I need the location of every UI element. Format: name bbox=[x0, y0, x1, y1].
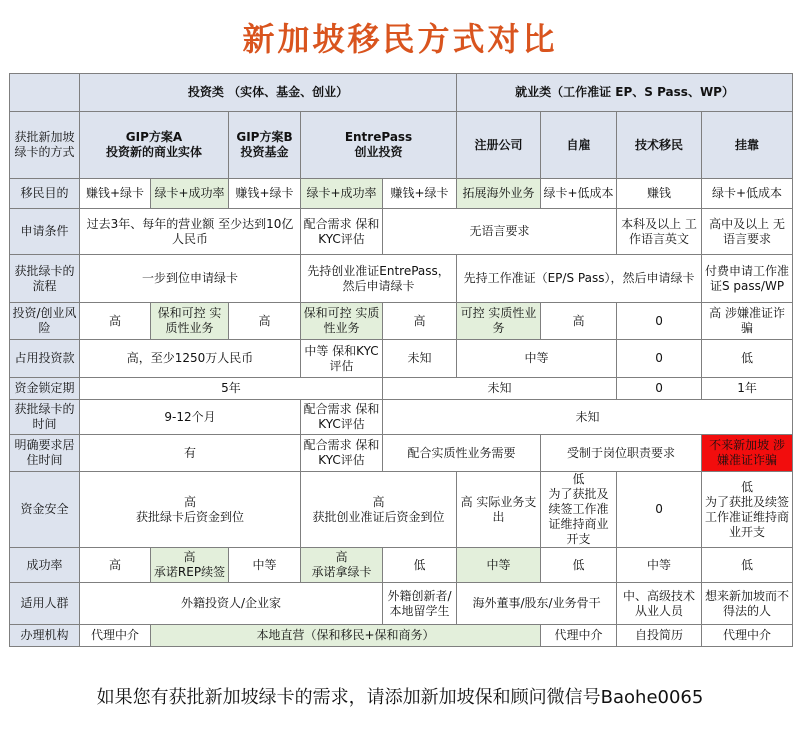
table-cell: 绿卡+成功率 bbox=[301, 179, 383, 209]
table-cell: 高 承诺REP续签 bbox=[151, 548, 229, 583]
column-header-row bbox=[10, 112, 793, 179]
audience-row bbox=[10, 583, 793, 625]
process-row bbox=[10, 255, 793, 303]
table-cell: 代理中介 bbox=[541, 625, 617, 647]
table-cell: 绿卡+低成本 bbox=[541, 179, 617, 209]
row-label: 成功率 bbox=[10, 548, 80, 583]
table-cell: 0 bbox=[617, 472, 702, 548]
table-cell: 受制于岗位职责要求 bbox=[541, 435, 702, 472]
table-cell: 高 获批创业准证后资金到位 bbox=[301, 472, 457, 548]
entrepass-header: EntrePass 创业投资 bbox=[301, 112, 457, 179]
table-cell: 高 涉嫌准证诈骗 bbox=[702, 303, 793, 340]
table-cell: 高 实际业务支出 bbox=[457, 472, 541, 548]
tech-migrant-header: 技术移民 bbox=[617, 112, 702, 179]
success-row bbox=[10, 548, 793, 583]
table-cell: 配合实质性业务需要 bbox=[383, 435, 541, 472]
row-label: 获批新加坡绿卡的方式 bbox=[10, 112, 80, 179]
table-cell: 高 获批绿卡后资金到位 bbox=[80, 472, 301, 548]
table-cell: 绿卡+低成本 bbox=[702, 179, 793, 209]
row-label: 资金安全 bbox=[10, 472, 80, 548]
table-cell: 高 bbox=[80, 548, 151, 583]
row-label: 明确要求居住时间 bbox=[10, 435, 80, 472]
table-cell: 中等 bbox=[617, 548, 702, 583]
warning-cell: 不来新加坡 涉嫌准证诈骗 bbox=[702, 435, 793, 472]
table-cell: 可控 实质性业务 bbox=[457, 303, 541, 340]
row-label: 移民目的 bbox=[10, 179, 80, 209]
table-cell: 低 bbox=[702, 340, 793, 378]
time-row bbox=[10, 400, 793, 435]
table-cell: 低 bbox=[541, 548, 617, 583]
table-cell: 5年 bbox=[80, 378, 383, 400]
gip-a-header: GIP方案A 投资新的商业实体 bbox=[80, 112, 229, 179]
table-cell: 未知 bbox=[383, 378, 617, 400]
register-company-header: 注册公司 bbox=[457, 112, 541, 179]
safety-row bbox=[10, 472, 793, 548]
table-cell: 赚钱+绿卡 bbox=[383, 179, 457, 209]
row-label: 获批绿卡的时间 bbox=[10, 400, 80, 435]
table-cell: 想来新加坡而不得法的人 bbox=[702, 583, 793, 625]
table-cell: 1年 bbox=[702, 378, 793, 400]
table-cell: 高 bbox=[80, 303, 151, 340]
purpose-row bbox=[10, 179, 793, 209]
table-cell: 有 bbox=[80, 435, 301, 472]
table-cell: 9-12个月 bbox=[80, 400, 301, 435]
table-cell: 高 bbox=[229, 303, 301, 340]
table-cell: 低 为了获批及续签工作准证维持商业开支 bbox=[702, 472, 793, 548]
table-cell: 高 bbox=[541, 303, 617, 340]
table-cell: 中、高级技术从业人员 bbox=[617, 583, 702, 625]
row-label: 办理机构 bbox=[10, 625, 80, 647]
table-cell: 保和可控 实质性业务 bbox=[151, 303, 229, 340]
table-cell: 0 bbox=[617, 340, 702, 378]
lock-row bbox=[10, 378, 793, 400]
table-cell: 代理中介 bbox=[80, 625, 151, 647]
category-header-row bbox=[10, 74, 793, 112]
table-cell: 赚钱+绿卡 bbox=[80, 179, 151, 209]
row-label: 占用投资款 bbox=[10, 340, 80, 378]
conditions-row bbox=[10, 209, 793, 255]
table-cell: 配合需求 保和KYC评估 bbox=[301, 435, 383, 472]
row-label: 资金锁定期 bbox=[10, 378, 80, 400]
table-cell: 自投简历 bbox=[617, 625, 702, 647]
residence-row bbox=[10, 435, 793, 472]
funds-row bbox=[10, 340, 793, 378]
table-cell: 先持工作准证（EP/S Pass），然后申请绿卡 bbox=[457, 255, 702, 303]
table-cell: 中等 bbox=[457, 340, 617, 378]
table-cell: 中等 bbox=[229, 548, 301, 583]
table-cell: 外籍创新者/本地留学生 bbox=[383, 583, 457, 625]
table-cell: 高 bbox=[383, 303, 457, 340]
table-cell: 0 bbox=[617, 378, 702, 400]
row-label: 获批绿卡的流程 bbox=[10, 255, 80, 303]
table-cell: 未知 bbox=[383, 340, 457, 378]
table-cell: 中等 保和KYC评估 bbox=[301, 340, 383, 378]
footer-note: 如果您有获批新加坡绿卡的需求，请添加新加坡保和顾问微信号Baohe0065 bbox=[96, 687, 704, 708]
gip-b-header: GIP方案B 投资基金 bbox=[229, 112, 301, 179]
table-cell: 低 bbox=[383, 548, 457, 583]
table-cell: 未知 bbox=[383, 400, 793, 435]
table-cell: 付费申请工作准证S pass/WP bbox=[702, 255, 793, 303]
table-cell: 中等 bbox=[457, 548, 541, 583]
investment-header: 投资类 （实体、基金、创业） bbox=[80, 74, 457, 112]
table-cell: 拓展海外业务 bbox=[457, 179, 541, 209]
table-cell: 赚钱+绿卡 bbox=[229, 179, 301, 209]
table-cell: 高 承诺拿绿卡 bbox=[301, 548, 383, 583]
table-cell: 过去3年、每年的营业额 至少达到10亿人民币 bbox=[80, 209, 301, 255]
comparison-table bbox=[9, 73, 793, 647]
risk-row bbox=[10, 303, 793, 340]
corner-cell bbox=[10, 74, 80, 112]
page-title: 新加坡移民方式对比 bbox=[242, 20, 558, 58]
affiliation-header: 挂靠 bbox=[702, 112, 793, 179]
table-cell: 赚钱 bbox=[617, 179, 702, 209]
table-cell: 先持创业准证EntrePass，然后申请绿卡 bbox=[301, 255, 457, 303]
table-cell: 高，至少1250万人民币 bbox=[80, 340, 301, 378]
table-cell: 低 为了获批及续签工作准证维持商业开支 bbox=[541, 472, 617, 548]
table-cell: 一步到位申请绿卡 bbox=[80, 255, 301, 303]
table-cell: 配合需求 保和KYC评估 bbox=[301, 400, 383, 435]
table-cell: 绿卡+成功率 bbox=[151, 179, 229, 209]
table-cell: 外籍投资人/企业家 bbox=[80, 583, 383, 625]
table-cell: 保和可控 实质性业务 bbox=[301, 303, 383, 340]
table-cell: 本科及以上 工作语言英文 bbox=[617, 209, 702, 255]
table-cell: 代理中介 bbox=[702, 625, 793, 647]
row-label: 投资/创业风险 bbox=[10, 303, 80, 340]
table-cell: 配合需求 保和KYC评估 bbox=[301, 209, 383, 255]
agency-row bbox=[10, 625, 793, 647]
table-cell: 低 bbox=[702, 548, 793, 583]
table-cell: 海外董事/股东/业务骨干 bbox=[457, 583, 617, 625]
employment-header: 就业类（工作准证 EP、S Pass、WP） bbox=[457, 74, 793, 112]
self-employ-header: 自雇 bbox=[541, 112, 617, 179]
table-cell: 本地直营（保和移民+保和商务） bbox=[151, 625, 541, 647]
table-cell: 0 bbox=[617, 303, 702, 340]
table-cell: 无语言要求 bbox=[383, 209, 617, 255]
row-label: 申请条件 bbox=[10, 209, 80, 255]
row-label: 适用人群 bbox=[10, 583, 80, 625]
table-cell: 高中及以上 无语言要求 bbox=[702, 209, 793, 255]
